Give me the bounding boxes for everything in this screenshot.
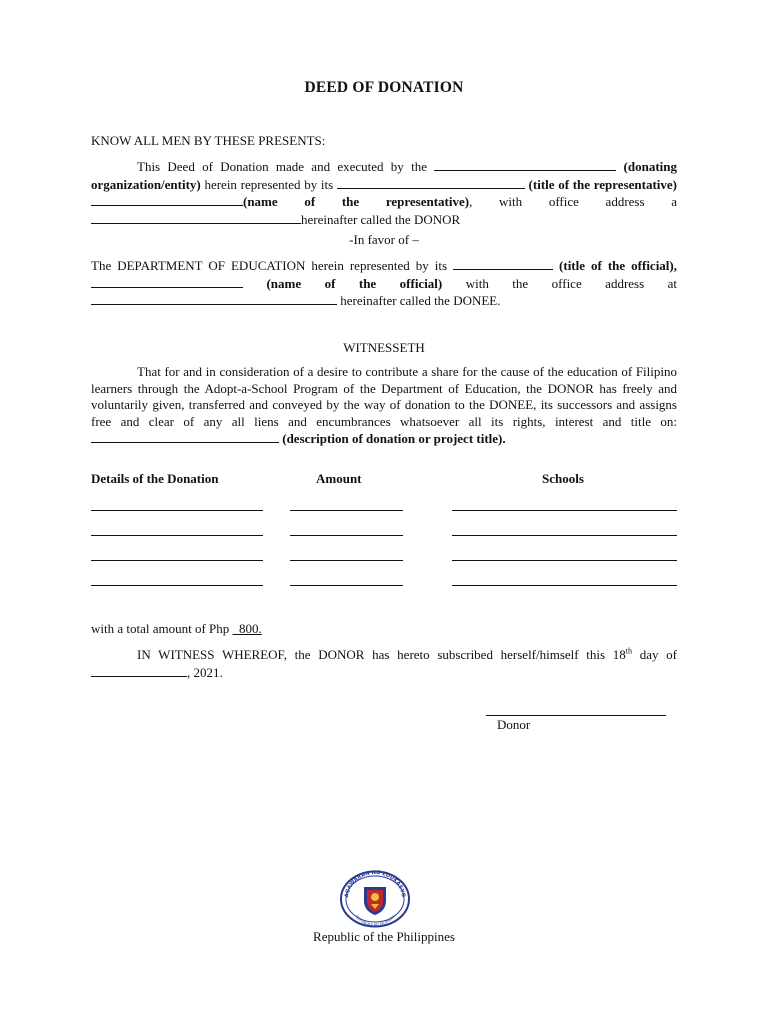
representative-name-label: (name of the representative) xyxy=(243,194,470,209)
donor-entity-label: (donating organization/entity) xyxy=(91,159,678,192)
witness-text-a: IN WITNESS WHEREOF, the DONOR has hereto subscribed herself/himself this 18 xyxy=(137,647,626,662)
witness-sup: th xyxy=(625,646,633,656)
schools-blank-3 xyxy=(452,560,677,561)
document-title: DEED OF DONATION xyxy=(304,79,464,96)
amount-blank-3 xyxy=(290,560,403,561)
representative-title-blank xyxy=(337,176,525,189)
schools-blank-4 xyxy=(452,585,677,586)
representative-name-blank xyxy=(91,193,243,206)
donor-text-a: This Deed of Donation made and executed by the xyxy=(137,159,427,174)
donor-text-g: hereinafter called the DONOR xyxy=(301,211,461,227)
witness-text-c: , 2021. xyxy=(187,664,223,680)
official-title-label: (title of the official), xyxy=(559,258,677,273)
donor-signature-label: Donor xyxy=(497,717,531,732)
footer-republic: Republic of the Philippines xyxy=(313,929,455,944)
amount-blank-2 xyxy=(290,535,403,536)
header-details: Details of the Donation xyxy=(91,471,219,486)
header-schools: Schools xyxy=(542,471,584,486)
svg-text:REPUBLIKA NG PILIPINAS: REPUBLIKA NG PILIPINAS xyxy=(354,914,396,928)
donor-text-c: herein represented by its xyxy=(204,176,334,192)
donee-text-e: hereinafter called the DONEE. xyxy=(340,293,501,308)
svg-text:KAGAWARAN NG EDUKASYON: AGAWARAN NG EDUKASYO xyxy=(343,870,406,898)
representative-title-label: (title of the representative) xyxy=(528,176,677,192)
amount-blank-1 xyxy=(290,510,403,511)
details-blank-4 xyxy=(91,585,263,586)
deped-seal-icon xyxy=(338,870,412,928)
donor-paragraph xyxy=(91,158,677,228)
donor-text-f: , with office address a xyxy=(469,194,677,209)
donor-entity-blank xyxy=(434,158,616,171)
in-favor-of: -In favor of – xyxy=(349,232,419,247)
consideration-text: That for and in consideration of a desire to contribute a share for the cause of the education of Filipino learners through the Adopt-a-School Program of the Department of Education, the DONOR has freely and voluntarily given, transferred and conveyed by the way of donation to the DONEE, its successors and assigns free and clear of any all liens and encumbrances whatsoever all its rights, interest and title on: xyxy=(91,364,677,429)
official-title-blank xyxy=(453,257,553,270)
details-blank-2 xyxy=(91,535,263,536)
total-value: 800. xyxy=(239,621,262,636)
opening-line: KNOW ALL MEN BY THESE PRESENTS: xyxy=(91,133,326,148)
witness-text-b: day of xyxy=(639,647,678,662)
header-amount: Amount xyxy=(316,471,362,486)
amount-blank-4 xyxy=(290,585,403,586)
official-name-label: (name of the official) xyxy=(266,275,443,291)
donation-description-label: (description of donation or project title). xyxy=(282,431,506,446)
donee-paragraph xyxy=(91,257,677,310)
witness-paragraph xyxy=(91,647,677,681)
donor-address-blank xyxy=(91,211,301,224)
schools-blank-1 xyxy=(452,510,677,511)
donation-description-blank xyxy=(91,430,279,443)
witness-day-blank xyxy=(91,664,187,677)
donee-address-blank xyxy=(91,292,337,305)
donor-signature-line xyxy=(486,715,666,716)
official-name-blank xyxy=(91,275,243,288)
details-blank-1 xyxy=(91,510,263,511)
consideration-paragraph xyxy=(91,364,677,448)
donee-text-d: with the office address at xyxy=(465,275,678,291)
witnesseth-heading: WITNESSETH xyxy=(343,340,425,355)
details-blank-3 xyxy=(91,560,263,561)
schools-blank-2 xyxy=(452,535,677,536)
donee-text-a: The DEPARTMENT OF EDUCATION herein represented by its xyxy=(91,258,448,273)
deped-seal xyxy=(338,870,412,928)
total-amount-line xyxy=(91,621,262,638)
total-prefix: with a total amount of Php xyxy=(91,621,230,636)
